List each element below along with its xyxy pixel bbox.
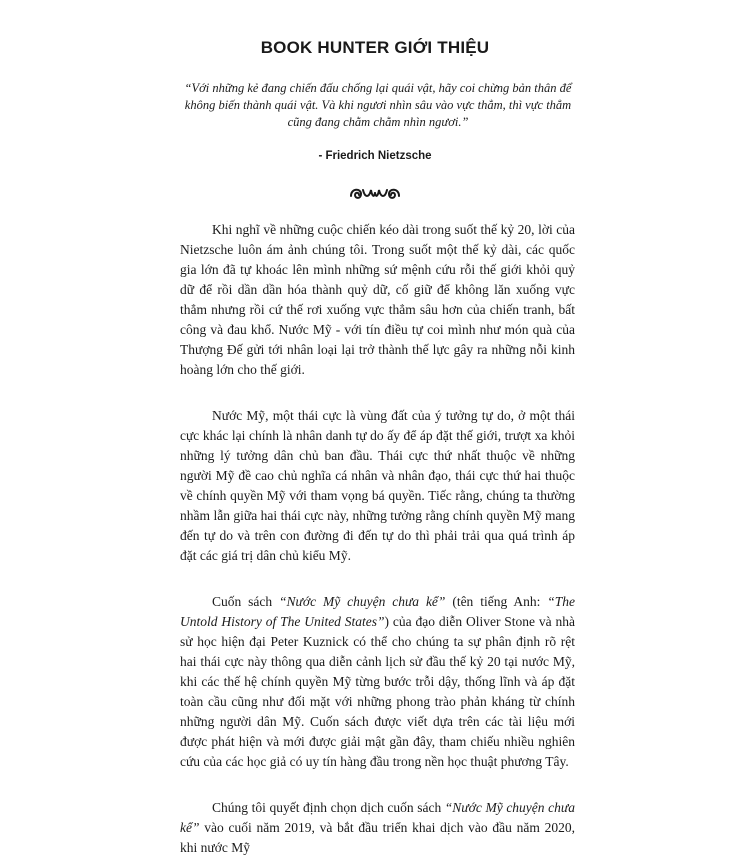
paragraph-3-text: ) của đạo diễn Oliver Stone và nhà sử học hiện đại Peter Kuznick có thể cho chúng ta sự phân định rõ rệt hai thái cực này thông qua diễn cảnh lịch sử đầu thế kỷ 20 tại nước Mỹ, khi các thế hệ chính quyền Mỹ từng bước trỗi dậy, thống lĩnh và áp đặt toàn cầu cũng như đối mặt với những phong trào phản kháng từ chính những người dân Mỹ. Cuốn sách được viết dựa trên các tài liệu mới được phát hiện và mới được giải mật gần đây, tham chiếu nhiều nghiên cứu của các học giả có uy tín hàng đầu trong nền học thuật phương Tây. [180,614,575,769]
paragraph-4-text: Chúng tôi quyết định chọn dịch cuốn sách [212,800,445,815]
paragraph-1: Khi nghĩ về những cuộc chiến kéo dài trong suốt thế kỷ 20, lời của Nietzsche luôn ám ảnh chúng tôi. Trong suốt một thế kỷ dài, các quốc gia lớn đã tự khoác lên mình những sứ mệnh cứu rỗi thế giới khỏi quỷ dữ để rồi dần dần hóa thành quỷ dữ, cố giữ để không lăn xuống vực thẳm nhưng rồi cứ thế rơi xuống vực thẳm sâu hơn của chiến tranh, bất công và đau khổ. Nước Mỹ - với tín điều tự coi mình như món quà của Thượng Đế gửi tới nhân loại lại trở thành thế lực gây ra những nỗi kinh hoàng lớn cho thế giới. [180,222,575,377]
paragraph-4 [180,798,575,858]
book-title-en: “The Untold History of The United States” [180,594,575,629]
page-title: BOOK HUNTER GIỚI THIỆU [260,38,490,57]
book-title-vi: “Nước Mỹ chuyện chưa kể” [279,594,446,609]
ornament-flourish-icon [345,182,405,204]
paragraph-3 [180,592,575,772]
paragraph-4-text: vào cuối năm 2019, và bắt đầu triển khai dịch vào đầu năm 2020, khi nước Mỹ [180,820,575,855]
epigraph-attribution: - Friedrich Nietzsche [318,150,432,162]
book-title-vi: “Nước Mỹ chuyện chưa kể” [180,800,575,835]
paragraph-3-text: Cuốn sách [212,594,280,609]
paragraph-2: Nước Mỹ, một thái cực là vùng đất của ý tưởng tự do, ở một thái cực khác lại chính là nhân danh tự do ấy để áp đặt thế giới, trượt xa khỏi những lý tưởng dân chủ ban đầu. Thái cực thứ nhất thuộc về những người Mỹ đề cao chủ nghĩa cá nhân và nhân đạo, thái cực thứ hai thuộc về chính quyền Mỹ với tham vọng bá quyền. Tiếc rằng, chúng ta thường nhầm lẫn giữa hai thái cực này, những tưởng rằng chính quyền Mỹ mang đến tự do và trên con đường đi đến tự do thì phải trải qua quá trình áp đặt các giá trị dân chủ kiểu Mỹ. [180,408,575,563]
paragraph-3-text: (tên tiếng Anh: [445,594,548,609]
epigraph-quote: “Với những kẻ đang chiến đấu chống lại quái vật, hãy coi chừng bản thân để không biến thành quái vật. Và khi ngươi nhìn sâu vào vực thẳm, thì vực thẳm cũng đang chằm chằm nhìn ngươi.” [184,81,572,129]
body-text [180,220,575,858]
